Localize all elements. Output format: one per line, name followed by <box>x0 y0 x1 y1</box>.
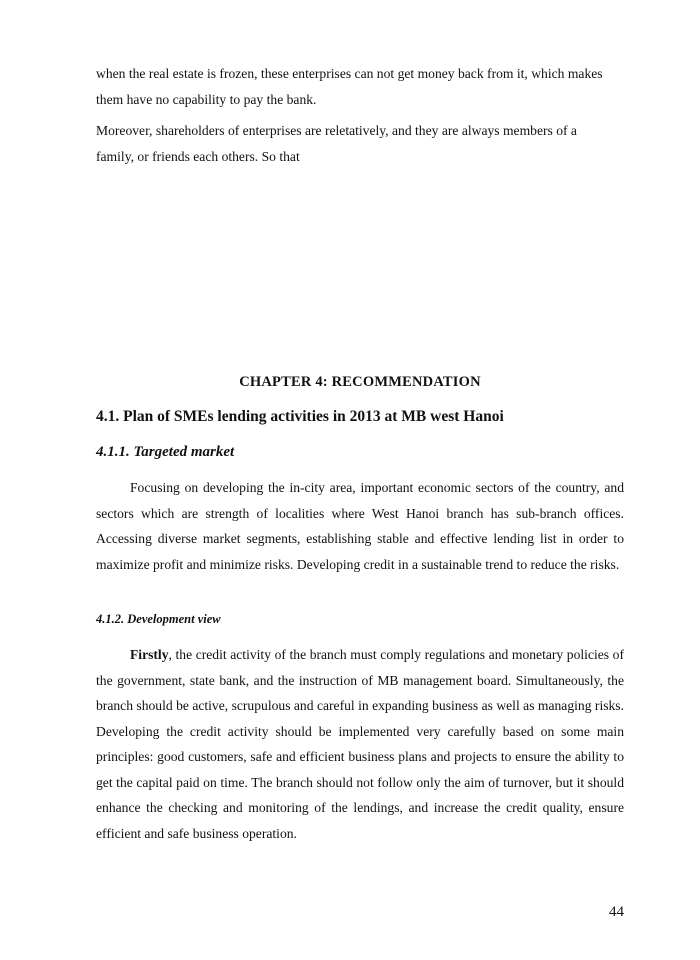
subsection-title-development-view: 4.1.2. Development view <box>96 612 221 626</box>
body-paragraph-shareholders: Moreover, shareholders of enterprises are reletatively, and they are always members of a family, or friends each others. So that <box>96 123 577 164</box>
section-title: 4.1. Plan of SMEs lending activities in 2013 at MB west Hanoi <box>96 408 504 425</box>
targeted-market-paragraph: Focusing on developing the in-city area, important economic sectors of the country, and sectors which are strength of localities where West Hanoi branch has sub-branch offices. Accessing diverse market segments, establishing stable and effective lending list in order to maximize profit and minimize risks. Developing credit in a sustainable trend to reduce the risks. <box>96 480 624 572</box>
development-view-text: , the credit activity of the branch must comply regulations and monetary policies of the government, state bank, and the instruction of MB management board. Simultaneously, the branch should be active, scrupulous and careful in expanding business as well as managing risks. Developing the credit activity should be implemented very carefully based on some main principles: good customers, safe and efficient business plans and projects to ensure the ability to get the capital paid on time. The branch should not follow only the aim of turnover, but it should enhance the checking and monitoring of the lendings, and increase the credit quality, ensure efficient and safe business operation. <box>96 647 624 841</box>
development-view-paragraph <box>96 642 624 846</box>
body-paragraph-continued: when the real estate is frozen, these enterprises can not get money back from it, which makes them have no capability to pay the bank. <box>96 66 603 107</box>
subsection-title-targeted-market: 4.1.1. Targeted market <box>96 444 235 460</box>
page-number: 44 <box>609 904 624 920</box>
firstly-lead: Firstly <box>130 647 169 662</box>
chapter-title: CHAPTER 4: RECOMMENDATION <box>239 374 481 390</box>
